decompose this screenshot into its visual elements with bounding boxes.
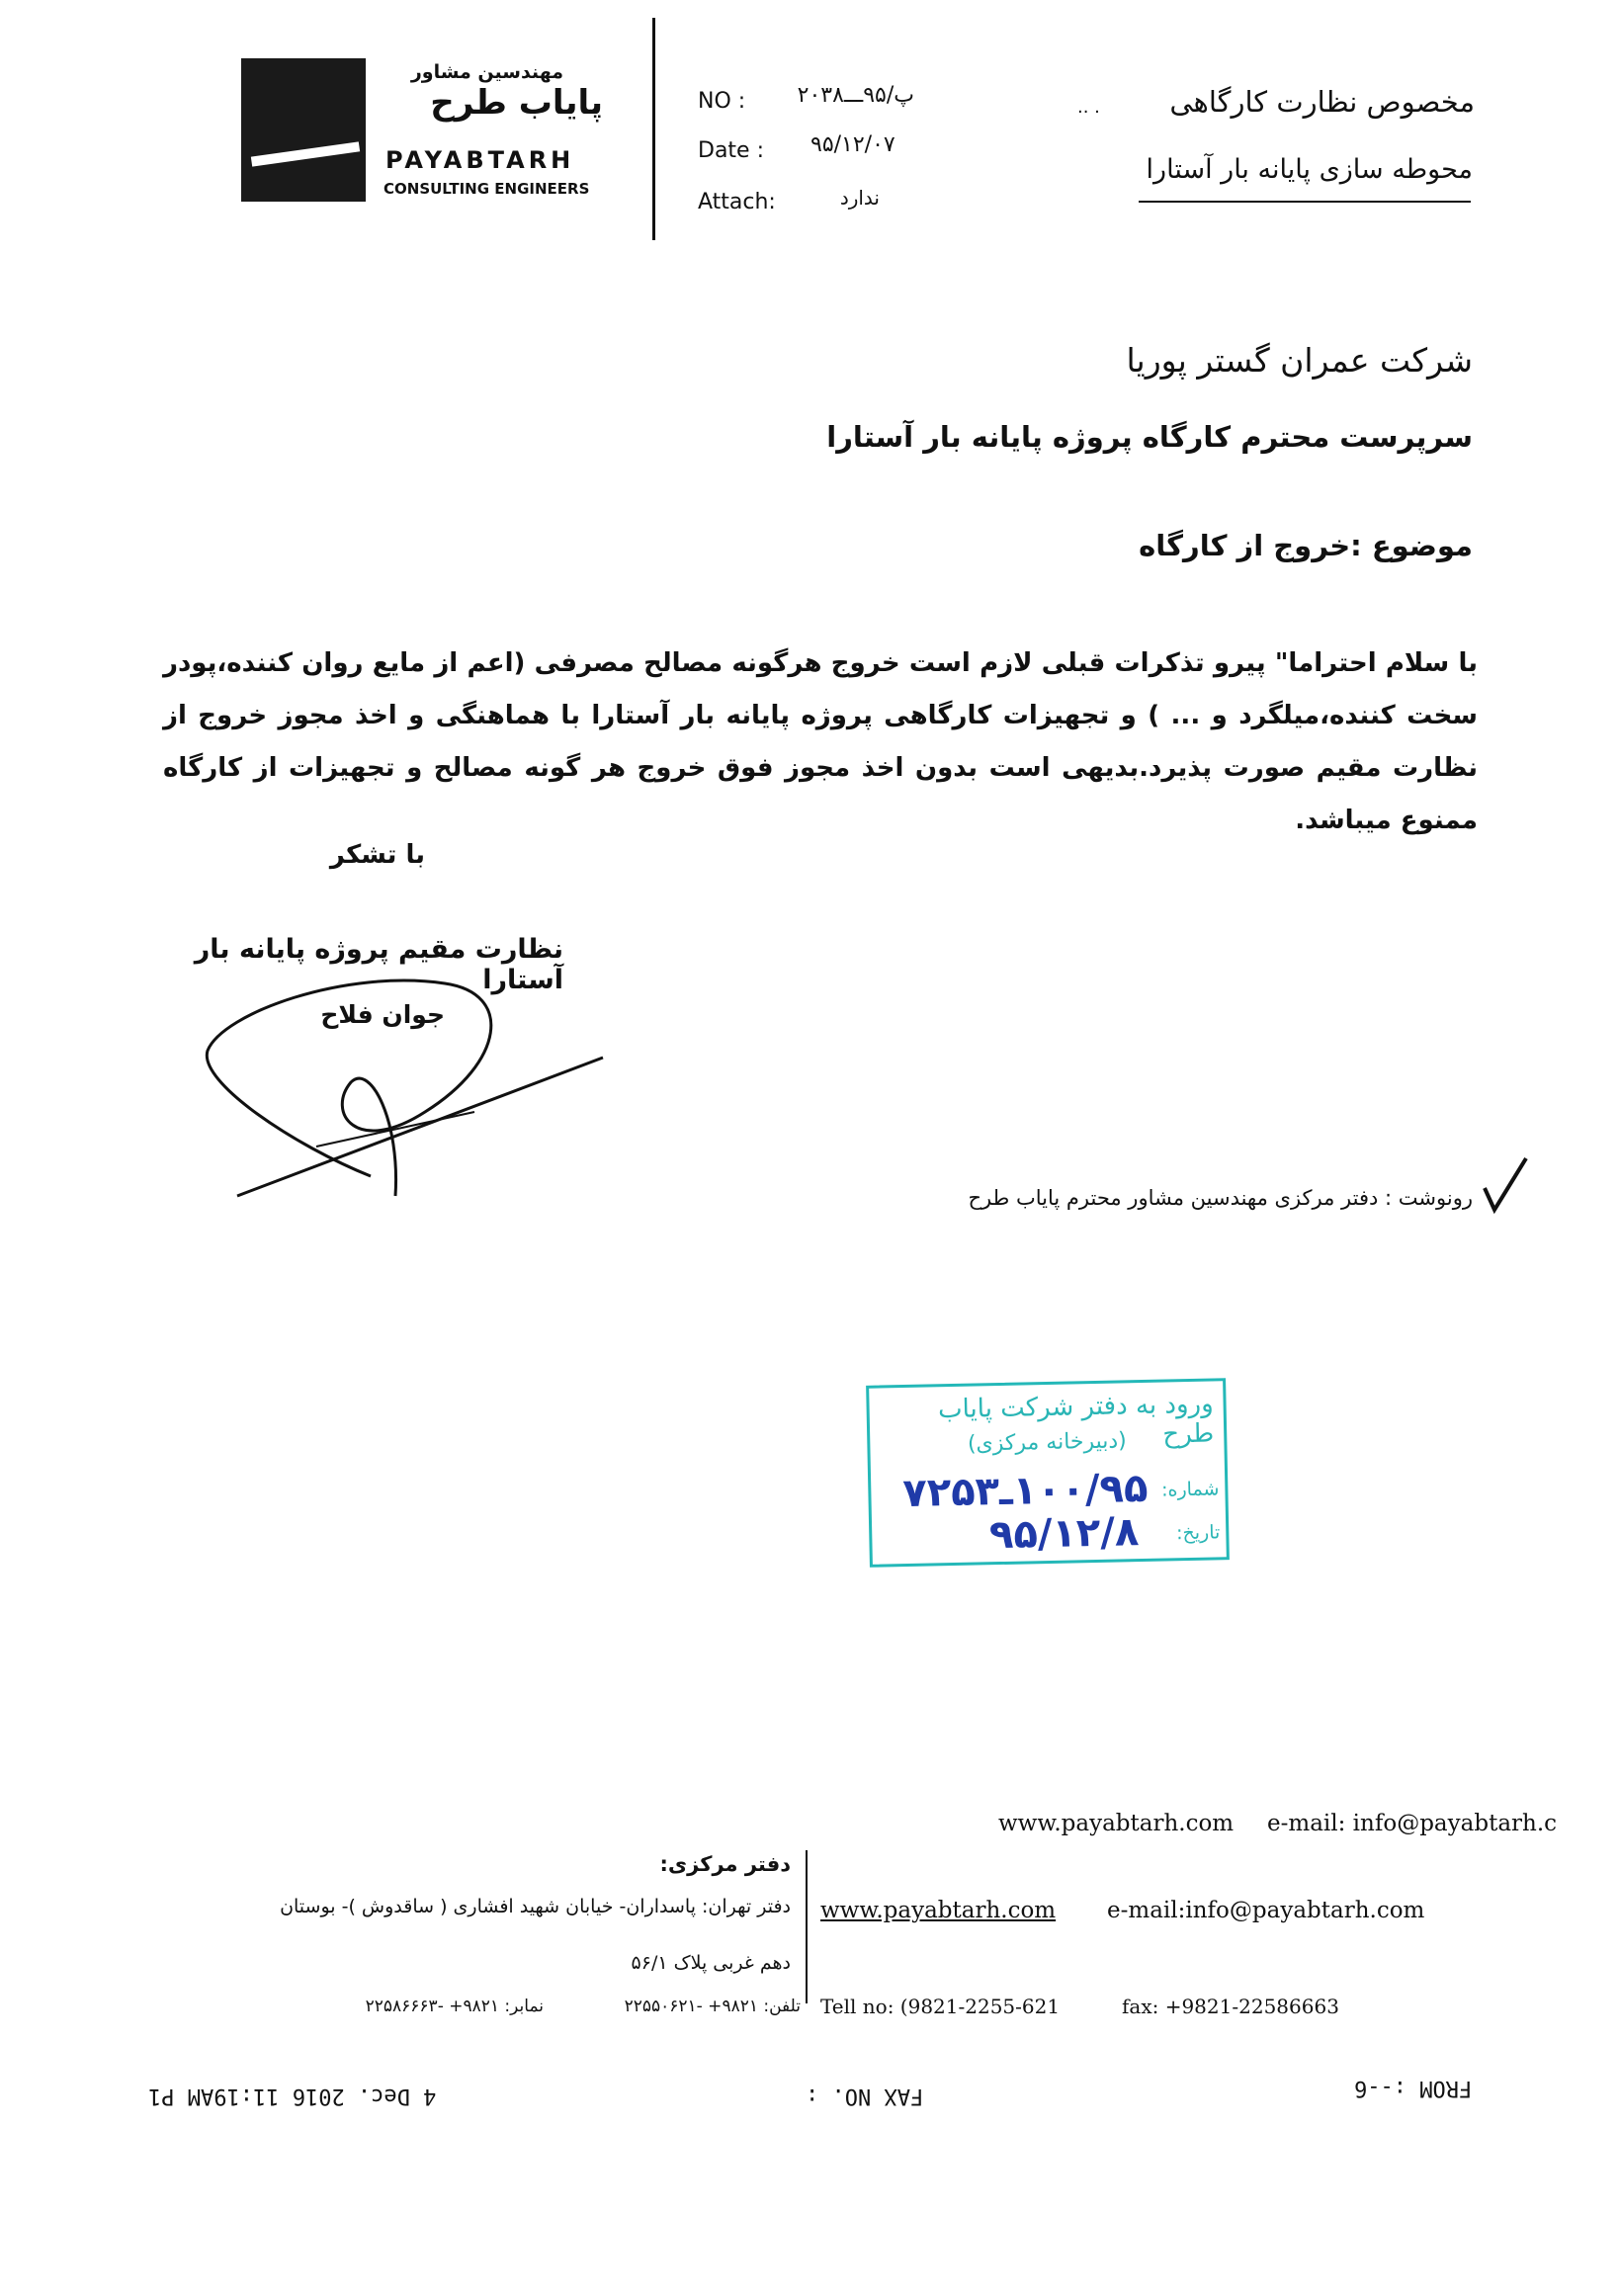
header-dots: .. . bbox=[1077, 97, 1100, 118]
logo-persian-name: پایاب طرح bbox=[430, 83, 603, 123]
footer-website[interactable]: www.payabtarh.com bbox=[820, 1898, 1057, 1923]
header-divider bbox=[652, 18, 655, 240]
attach-value: ندارد bbox=[839, 186, 880, 210]
stamp-number-label: شماره: bbox=[1160, 1478, 1220, 1501]
stamp-title: ورود به دفتر شرکت پایاب طرح bbox=[937, 1389, 1215, 1450]
stamp-subtitle: (دبیرخانه مرکزی) bbox=[967, 1428, 1128, 1457]
header-subtitle-underline bbox=[1139, 201, 1471, 203]
stamp-date: ۹۵/۱۲/۸ bbox=[988, 1509, 1140, 1559]
footer-address: دفتر تهران: پاسداران- خیابان شهید افشاری ( ساقدوش )- بوستان bbox=[280, 1896, 791, 1917]
footer-phone: Tell no: (9821-2255-621 bbox=[820, 1995, 1061, 2018]
footer-phone-persian: تلفن: ۹۸۲۱+ -۲۲۵۵۰۶۲۱ bbox=[624, 1997, 801, 2016]
stamp-number: ۱۰۰/۹۵ـ۷۲۵۳ bbox=[901, 1465, 1149, 1517]
recipient-person: سرپرست محترم کارگاه پروژه پایانه بار آستارا bbox=[826, 420, 1473, 454]
stamp-date-label: تاریخ: bbox=[1175, 1521, 1221, 1545]
footer-email-top[interactable]: e-mail: info@payabtarh.c bbox=[1267, 1811, 1558, 1836]
letter-date: ۹۵/۱۲/۰۷ bbox=[810, 132, 895, 157]
recipient-company: شرکت عمران گستر پوریا bbox=[1126, 341, 1473, 380]
letter-body: با سلام احتراما" پیرو تذکرات قبلی لازم است خروج هرگونه مصالح مصرفی (اعم از مایع روان کننده،پودر سخت کننده،میلگرد و ... ) و تجهیزات کارگاهی پروژه پایانه بار آستارا با هماهنگی و اخذ مجوز خروج از نظارت مقیم صورت پذیرد.بدیهی است بدون اخذ مجوز فوق خروج هر گونه مصالح و تجهیزات از کارگاه ممنوع میباشد. bbox=[163, 648, 1478, 835]
footer-office-title: دفتر مرکزی: bbox=[659, 1852, 791, 1876]
header-title: مخصوص نظارت کارگاهی bbox=[1169, 85, 1475, 119]
footer-email[interactable]: e-mail:info@payabtarh.com bbox=[1107, 1898, 1425, 1923]
carbon-copy-line: رونوشت : دفتر مرکزی مهندسین مشاور محترم پایاب طرح bbox=[968, 1186, 1473, 1210]
signer-name: جوان فلاح bbox=[320, 1000, 445, 1029]
logo-english-subtitle: CONSULTING ENGINEERS bbox=[383, 180, 590, 198]
closing-thanks: با تشکر bbox=[329, 840, 425, 870]
footer-address-line-2: دهم غربی پلاک ۵۶/۱ bbox=[631, 1952, 791, 1974]
fax-number-label: FAX NO. : bbox=[806, 2083, 924, 2108]
signer-role: نظارت مقیم پروژه پایانه بار آستارا bbox=[194, 934, 563, 995]
logo-persian-small: مهندسین مشاور bbox=[410, 61, 563, 83]
fax-timestamp: 4 Dec. 2016 11:19AM P1 bbox=[148, 2083, 437, 2108]
letter-number: پ/۹۵ـــ۲۰۳۸ bbox=[797, 83, 914, 108]
footer-fax: fax: +9821-22586663 bbox=[1122, 1995, 1339, 2018]
fax-from: FROM :--6 bbox=[1354, 2076, 1473, 2100]
checkmark-icon bbox=[1481, 1154, 1530, 1214]
company-logo-mark bbox=[241, 58, 366, 202]
attach-label: Attach: bbox=[698, 190, 776, 214]
date-label: Date : bbox=[698, 138, 764, 163]
receipt-stamp bbox=[866, 1378, 1230, 1568]
logo-english-name: PAYABTARH bbox=[385, 146, 575, 174]
subject-line: موضوع :خروج از کارگاه bbox=[1139, 529, 1473, 562]
number-label: NO : bbox=[698, 89, 746, 114]
footer-fax-persian: نمابر: ۹۸۲۱+ -۲۲۵۸۶۶۶۳ bbox=[365, 1997, 544, 2016]
header-subtitle: محوطه سازی پایانه بار آستارا bbox=[1146, 154, 1473, 185]
footer-divider bbox=[806, 1850, 808, 2003]
footer-website-top[interactable]: www.payabtarh.com bbox=[998, 1811, 1235, 1836]
